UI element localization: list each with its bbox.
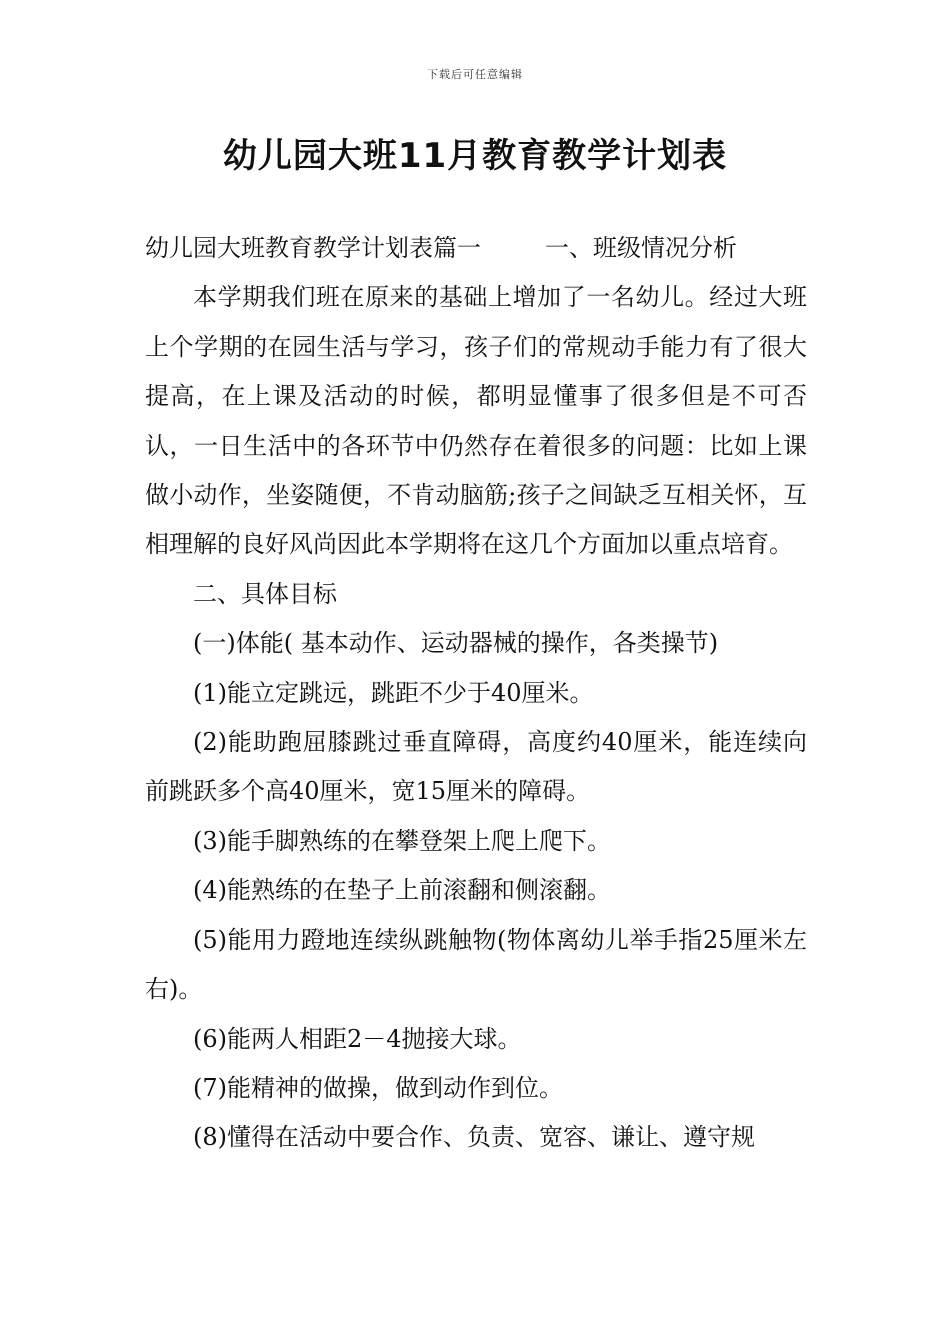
list-item-goal-8: (8)懂得在活动中要合作、负责、宽容、谦让、遵守规: [193, 1123, 755, 1152]
paragraph-class-analysis: 本学期我们班在原来的基础上增加了一名幼儿。经过大班上个学期的在园生活与学习，孩子们的常规动手能力有了很大提高，在上课及活动的时候，都明显懂事了很多但是不可否认，一日生活中的各环节中仍然存在着很多的问题：比如上课做小动作，坐姿随便，不肯动脑筋;孩子之间缺乏互相关怀，互相理解的良好风尚因此本学期将在这几个方面加以重点培育。: [145, 283, 807, 559]
list-item-goal-6: (6)能两人相距2－4抛接大球。: [193, 1024, 522, 1053]
document-title: 幼儿园大班11月教育教学计划表: [222, 136, 728, 176]
list-item-goal-7: (7)能精神的做操，做到动作到位。: [193, 1073, 563, 1102]
list-item-goal-2: (2)能助跑屈膝跳过垂直障碍，高度约40厘米，能连续向前跳跃多个高40厘米，宽15厘米的障碍。: [145, 728, 807, 806]
subsection-title-physical: (一)体能( 基本动作、运动器械的操作，各类操节): [193, 629, 719, 658]
list-item-goal-3: (3)能手脚熟练的在攀登架上爬上爬下。: [193, 826, 611, 855]
document-body: [145, 224, 807, 1163]
section-title-class-analysis: 一、班级情况分析: [545, 234, 737, 262]
header-note: 下载后可任意编辑: [427, 68, 523, 81]
list-item-goal-4: (4)能熟练的在垫子上前滚翻和侧滚翻。: [193, 876, 611, 905]
section-title-goals: 二、具体目标: [193, 579, 337, 608]
list-item-goal-5: (5)能用力蹬地连续纵跳触物(物体离幼儿举手指25厘米左右)。: [145, 925, 807, 1004]
list-item-goal-1: (1)能立定跳远，跳距不少于40厘米。: [193, 678, 594, 707]
article-subtitle: 幼儿园大班教育教学计划表篇一: [145, 234, 481, 262]
section-heading: [145, 224, 807, 273]
